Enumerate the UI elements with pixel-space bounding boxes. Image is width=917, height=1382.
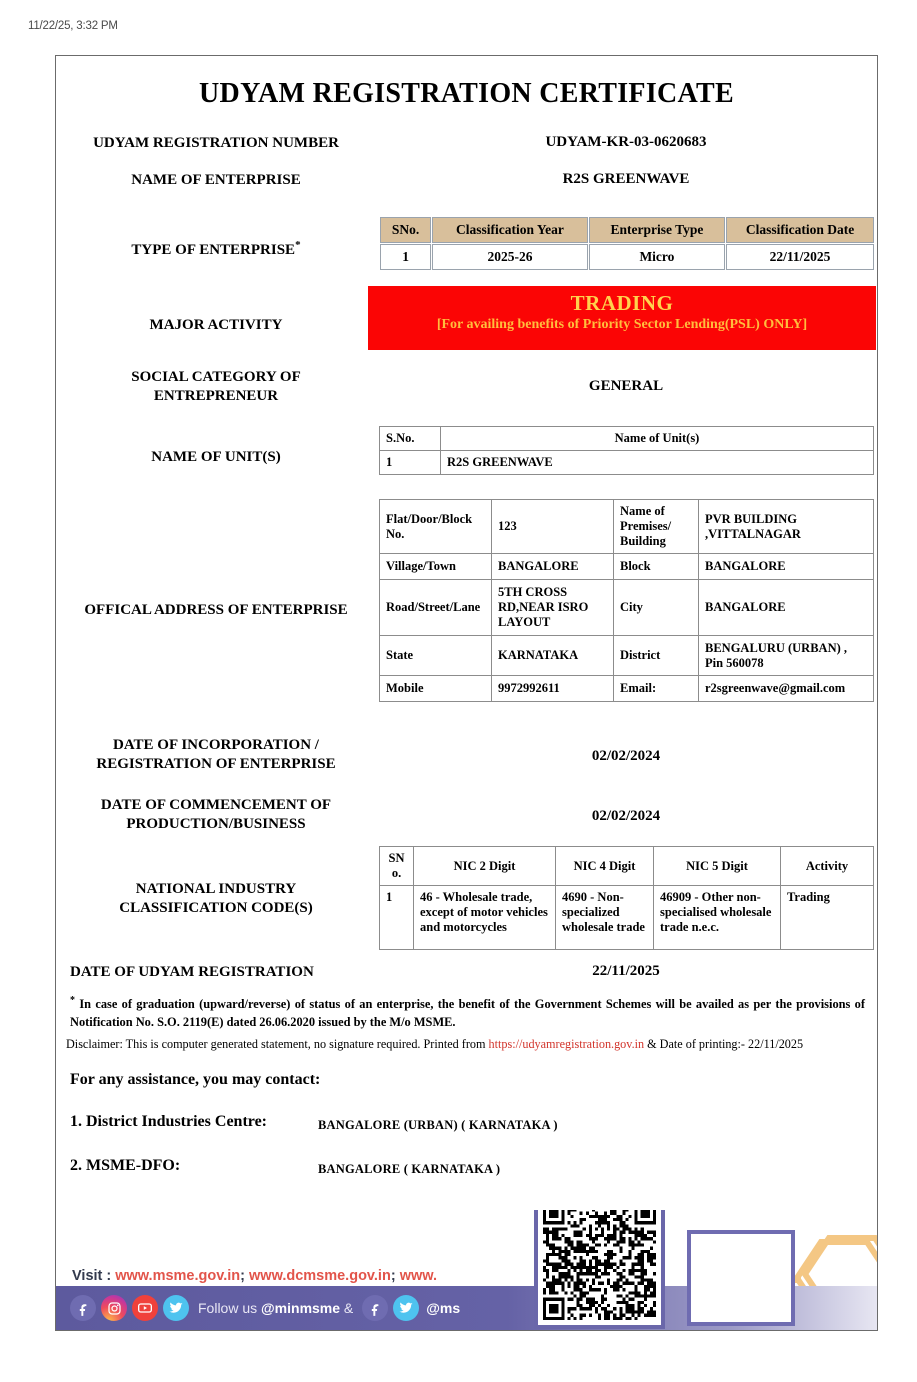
footer-banner bbox=[56, 1210, 877, 1330]
nic-header-2digit: NIC 2 Digit bbox=[414, 847, 556, 886]
address-value-city: BANGALORE bbox=[699, 580, 874, 636]
address-value-flat: 123 bbox=[492, 500, 614, 554]
assistance-item-value-msme-dfo: BANGALORE ( KARNATAKA ) bbox=[318, 1162, 501, 1176]
address-label-district: District bbox=[614, 636, 699, 676]
major-activity-banner-sub: [For availing benefits of Priority Sector Lending(PSL) ONLY] bbox=[436, 317, 808, 333]
instagram-icon[interactable] bbox=[101, 1295, 127, 1321]
footer-url-sep-1: ; bbox=[240, 1268, 245, 1284]
twitter-icon-secondary[interactable] bbox=[393, 1295, 419, 1321]
major-activity-banner-main: TRADING bbox=[570, 291, 674, 315]
address-label-block: Block bbox=[614, 554, 699, 580]
date-commencement-label-line2: PRODUCTION/BUSINESS bbox=[126, 815, 306, 832]
follow-us-text bbox=[198, 1300, 353, 1316]
classification-header-year: Classification Year bbox=[432, 217, 588, 243]
disclaimer-suffix: & Date of printing:- 22/11/2025 bbox=[644, 1037, 804, 1051]
follow-us-ampersand: & bbox=[340, 1300, 354, 1316]
qr-code[interactable] bbox=[534, 1210, 665, 1329]
certificate-frame bbox=[55, 55, 878, 1331]
footnote bbox=[70, 994, 865, 1032]
disclaimer bbox=[66, 1037, 871, 1053]
units-header-sno: S.No. bbox=[380, 427, 441, 451]
nic-header-4digit: NIC 4 Digit bbox=[556, 847, 654, 886]
date-incorporation-value: 02/02/2024 bbox=[591, 748, 661, 764]
nic-table bbox=[379, 846, 874, 950]
nic-label-line2: CLASSIFICATION CODE(S) bbox=[119, 899, 313, 916]
address-value-mobile: 9972992611 bbox=[492, 676, 614, 702]
footer-placeholder-box bbox=[687, 1230, 795, 1326]
nic-table-header-row bbox=[380, 847, 874, 886]
classification-table-header-row bbox=[380, 217, 874, 243]
address-table bbox=[379, 499, 874, 702]
address-label-mobile: Mobile bbox=[380, 676, 492, 702]
table-row bbox=[380, 886, 874, 950]
social-category-label-line1: SOCIAL CATEGORY OF bbox=[131, 369, 301, 385]
nic-cell-activity: Trading bbox=[781, 886, 874, 950]
page-title: UDYAM REGISTRATION CERTIFICATE bbox=[199, 78, 734, 109]
nic-cell-2digit: 46 - Wholesale trade, except of motor vehicles and motorcycles bbox=[414, 886, 556, 950]
nic-header-sno: SNo. bbox=[380, 847, 414, 886]
address-value-village: BANGALORE bbox=[492, 554, 614, 580]
units-cell-name: R2S GREENWAVE bbox=[441, 451, 874, 475]
disclaimer-link[interactable]: https://udyamregistration.gov.in bbox=[488, 1037, 645, 1051]
table-row bbox=[380, 500, 874, 554]
address-value-road: 5TH CROSS RD,NEAR ISRO LAYOUT bbox=[492, 580, 614, 636]
nic-cell-5digit: 46909 - Other non-specialised wholesale trade n.e.c. bbox=[654, 886, 781, 950]
footer-url-sep-2: ; bbox=[390, 1268, 396, 1284]
facebook-icon[interactable] bbox=[70, 1295, 96, 1321]
udyam-number-label: UDYAM REGISTRATION NUMBER bbox=[93, 135, 339, 151]
address-label-flat: Flat/Door/Block No. bbox=[380, 500, 492, 554]
youtube-icon[interactable] bbox=[132, 1295, 158, 1321]
address-label-city: City bbox=[614, 580, 699, 636]
follow-us-prefix: Follow us bbox=[198, 1300, 262, 1316]
date-commencement-value: 02/02/2024 bbox=[591, 808, 661, 824]
udyam-number-value: UDYAM-KR-03-0620683 bbox=[545, 134, 707, 150]
major-activity-label: MAJOR ACTIVITY bbox=[149, 317, 283, 333]
classification-header-date: Classification Date bbox=[726, 217, 874, 243]
units-table-header-row bbox=[380, 427, 874, 451]
table-row bbox=[380, 244, 874, 270]
classification-table bbox=[379, 216, 875, 271]
name-of-units-label: NAME OF UNIT(S) bbox=[151, 449, 281, 465]
footer-social-bar-content bbox=[70, 1286, 460, 1330]
nic-cell-sno: 1 bbox=[380, 886, 414, 950]
handle-secondary: @ms bbox=[426, 1300, 461, 1316]
footer-url-2[interactable]: www.dcmsme.gov.in bbox=[249, 1268, 391, 1284]
print-timestamp: 11/22/25, 3:32 PM bbox=[28, 20, 118, 32]
address-label-road: Road/Street/Lane bbox=[380, 580, 492, 636]
footer-visit-line bbox=[72, 1268, 592, 1284]
nic-header-activity: Activity bbox=[781, 847, 874, 886]
social-category-value: GENERAL bbox=[588, 378, 664, 394]
assistance-item-value-dic: BANGALORE (URBAN) ( KARNATAKA ) bbox=[318, 1118, 558, 1132]
classification-header-sno: SNo. bbox=[380, 217, 431, 243]
units-header-name: Name of Unit(s) bbox=[441, 427, 874, 451]
nic-label-line1: NATIONAL INDUSTRY bbox=[135, 881, 297, 897]
footnote-asterisk: * bbox=[70, 995, 75, 1006]
facebook-icon-secondary[interactable] bbox=[362, 1295, 388, 1321]
major-activity-banner bbox=[368, 286, 876, 350]
type-of-enterprise-label bbox=[56, 239, 376, 260]
table-row bbox=[380, 554, 874, 580]
date-udyam-registration-label: DATE OF UDYAM REGISTRATION bbox=[70, 964, 314, 980]
address-value-premises: PVR BUILDING ,VITTALNAGAR bbox=[699, 500, 874, 554]
address-value-district: BENGALURU (URBAN) , Pin 560078 bbox=[699, 636, 874, 676]
classification-header-type: Enterprise Type bbox=[589, 217, 725, 243]
date-incorporation-label-line2: REGISTRATION OF ENTERPRISE bbox=[96, 755, 336, 772]
assistance-title: For any assistance, you may contact: bbox=[70, 1071, 321, 1088]
units-cell-sno: 1 bbox=[380, 451, 441, 475]
footnote-text: In case of graduation (upward/reverse) of status of an enterprise, the benefit of the Government Schemes will be availed as per the provisions of Notification No. S.O. 2119(E) dated 26.06.2020 issued by the M/o MSME. bbox=[70, 997, 865, 1030]
official-address-label: OFFICAL ADDRESS OF ENTERPRISE bbox=[84, 602, 348, 618]
address-value-email: r2sgreenwave@gmail.com bbox=[699, 676, 874, 702]
nic-cell-4digit: 4690 - Non-specialized wholesale trade bbox=[556, 886, 654, 950]
classification-cell-sno: 1 bbox=[380, 244, 431, 270]
social-category-label-line2: ENTREPRENEUR bbox=[153, 387, 279, 404]
date-incorporation-label-line1: DATE OF INCORPORATION / bbox=[113, 737, 319, 753]
nic-header-5digit: NIC 5 Digit bbox=[654, 847, 781, 886]
disclaimer-prefix: Disclaimer: This is computer generated statement, no signature required. Printed from bbox=[66, 1037, 489, 1051]
social-category-label bbox=[56, 368, 376, 406]
assistance-item-label-dic: 1. District Industries Centre: bbox=[70, 1113, 268, 1130]
enterprise-name-value: R2S GREENWAVE bbox=[562, 171, 690, 187]
classification-cell-type: Micro bbox=[589, 244, 725, 270]
table-row bbox=[380, 451, 874, 475]
type-of-enterprise-label-text: TYPE OF ENTERPRISE bbox=[131, 242, 296, 258]
footer-url-1[interactable]: www.msme.gov.in bbox=[115, 1268, 241, 1284]
address-value-block: BANGALORE bbox=[699, 554, 874, 580]
nic-label bbox=[56, 880, 376, 918]
units-table bbox=[379, 426, 874, 475]
address-label-village: Village/Town bbox=[380, 554, 492, 580]
classification-cell-year: 2025-26 bbox=[432, 244, 588, 270]
address-label-premises: Name of Premises/ Building bbox=[614, 500, 699, 554]
address-label-email: Email: bbox=[614, 676, 699, 702]
type-of-enterprise-asterisk: * bbox=[295, 239, 301, 251]
date-incorporation-label bbox=[56, 736, 376, 774]
address-label-state: State bbox=[380, 636, 492, 676]
enterprise-name-label: NAME OF ENTERPRISE bbox=[131, 172, 301, 188]
footer-visit-label: Visit : bbox=[72, 1268, 112, 1284]
table-row bbox=[380, 676, 874, 702]
twitter-icon[interactable] bbox=[163, 1295, 189, 1321]
date-udyam-registration-value: 22/11/2025 bbox=[592, 963, 660, 979]
table-row bbox=[380, 580, 874, 636]
date-commencement-label-line1: DATE OF COMMENCEMENT OF bbox=[100, 797, 332, 813]
date-commencement-label bbox=[56, 796, 376, 834]
assistance-item-label-msme-dfo: 2. MSME-DFO: bbox=[70, 1157, 181, 1174]
footer-url-3[interactable]: www. bbox=[399, 1268, 438, 1284]
table-row bbox=[380, 636, 874, 676]
address-value-state: KARNATAKA bbox=[492, 636, 614, 676]
handle-primary: @minmsme bbox=[261, 1300, 341, 1316]
classification-cell-date: 22/11/2025 bbox=[726, 244, 874, 270]
